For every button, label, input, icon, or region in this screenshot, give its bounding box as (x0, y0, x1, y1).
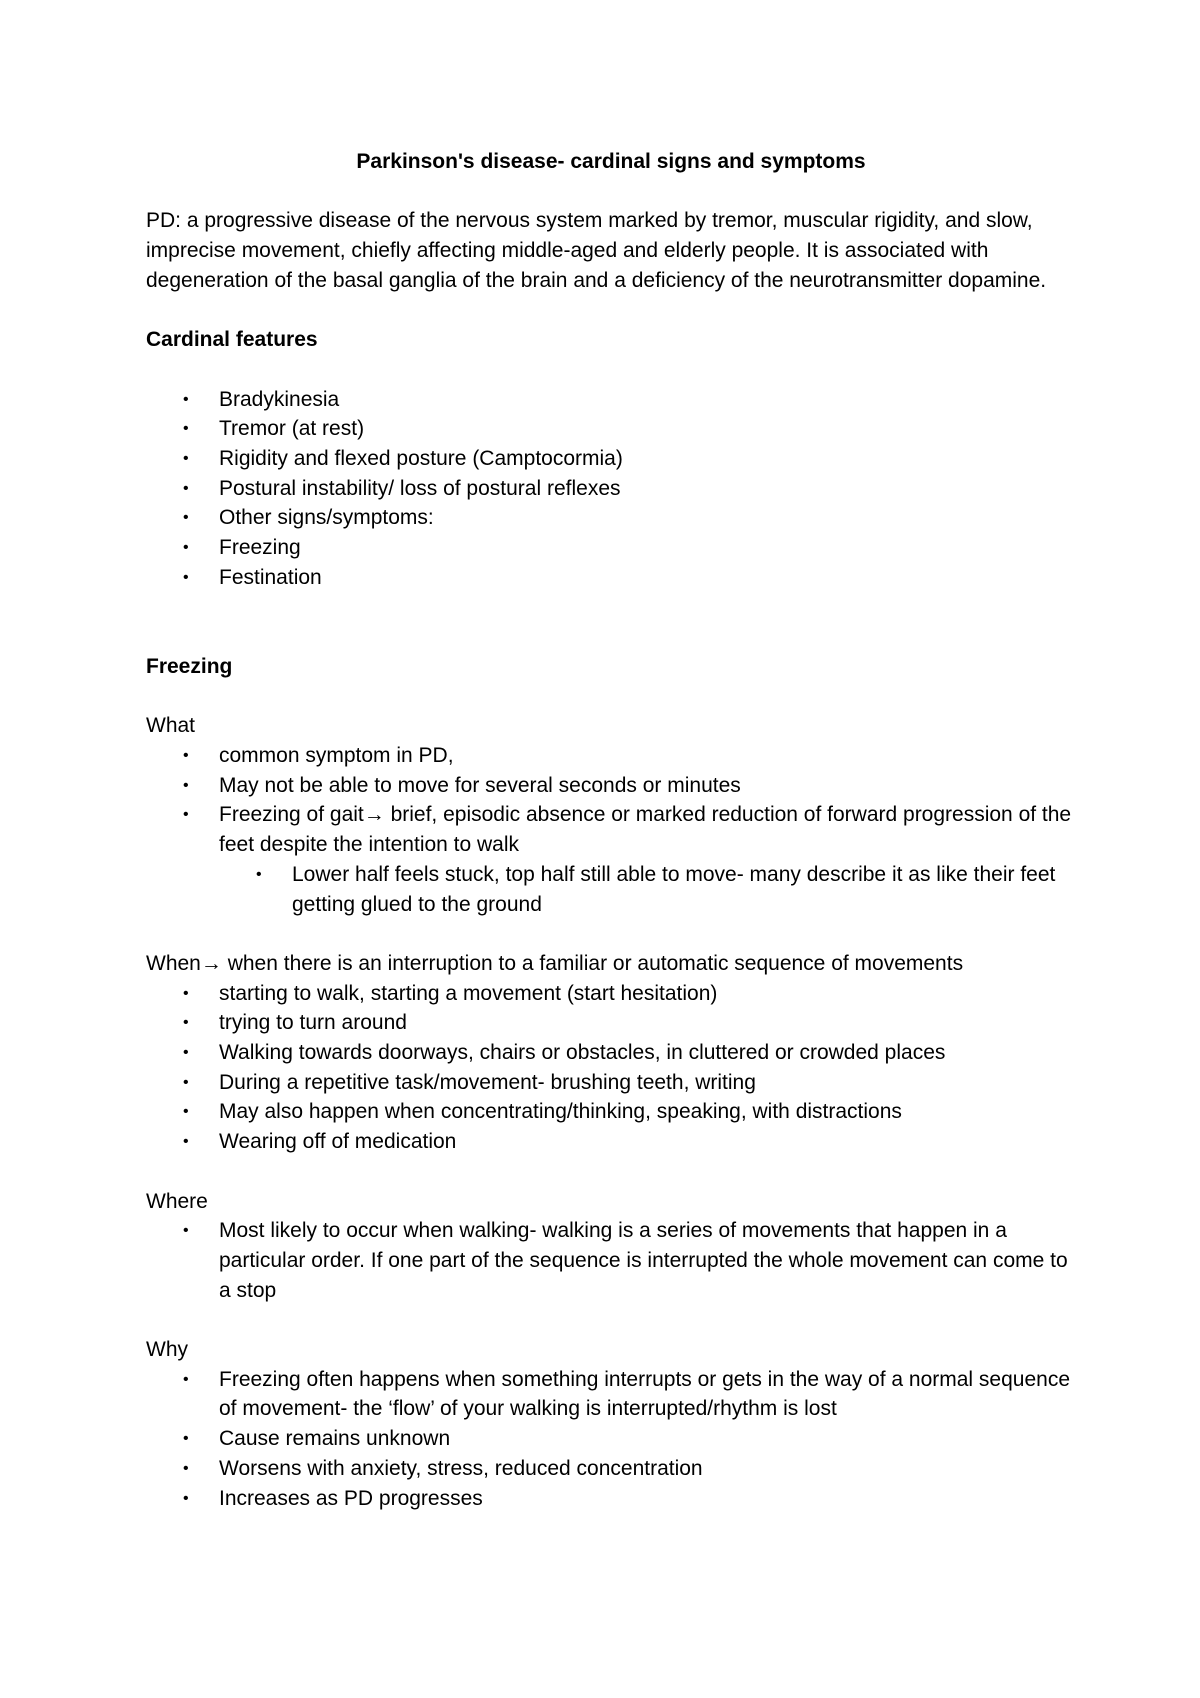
bullet-icon: • (183, 776, 189, 794)
bullet-icon: • (183, 1222, 189, 1240)
gait-prefix: Freezing of gait (219, 803, 364, 827)
bullet-icon: • (183, 1459, 189, 1477)
bullet-icon: • (183, 1014, 189, 1032)
spacer (146, 1305, 1076, 1335)
spacer (146, 593, 1076, 652)
document-page (146, 147, 1076, 1513)
list-item (146, 385, 1076, 415)
list-item (146, 1365, 1076, 1424)
list-item (146, 1068, 1076, 1098)
bullet-icon: • (183, 509, 189, 527)
cardinal-features-list (146, 385, 1076, 593)
list-item-text: Lower half feels stuck, top half still able to move- many describe it as like their feet getting glued to the ground (292, 862, 1056, 916)
list-item (146, 414, 1076, 444)
list-item (146, 503, 1076, 533)
what-sublist (146, 860, 1076, 919)
list-item (146, 860, 1076, 919)
what-label: What (146, 714, 196, 738)
cardinal-features-heading: Cardinal features (146, 328, 318, 352)
bullet-icon: • (183, 420, 189, 438)
list-item-text: Increases as PD progresses (219, 1486, 483, 1510)
list-item (146, 1216, 1076, 1305)
bullet-icon: • (256, 865, 262, 883)
list-item-text: Rigidity and flexed posture (Camptocormia) (219, 446, 623, 470)
where-list (146, 1216, 1076, 1305)
list-item-text: Walking towards doorways, chairs or obstacles, in cluttered or crowded places (219, 1041, 946, 1064)
what-list (146, 741, 1076, 860)
list-item-text: trying to turn around (219, 1011, 407, 1035)
list-item-text: May not be able to move for several seconds or minutes (219, 773, 741, 797)
why-list (146, 1365, 1076, 1514)
spacer (146, 919, 1076, 949)
list-item-text: Tremor (at rest) (219, 417, 365, 441)
bullet-icon: • (183, 806, 189, 824)
bullet-icon: • (183, 746, 189, 764)
list-item (146, 1008, 1076, 1038)
bullet-icon: • (183, 1489, 189, 1507)
list-item (146, 1424, 1076, 1454)
list-item-text: Worsens with anxiety, stress, reduced concentration (219, 1456, 703, 1480)
bullet-icon: • (183, 1133, 189, 1151)
list-item (146, 771, 1076, 801)
bullet-icon: • (183, 984, 189, 1002)
arrow-icon: → (363, 803, 385, 827)
list-item (146, 1127, 1076, 1157)
definition-paragraph: PD: a progressive disease of the nervous system marked by tremor, muscular rigidity, and slow, imprecise movement, chiefly affecting middle-aged and elderly people. It is associated with degeneration of the basal ganglia of the brain and a deficiency of the neurotransmitter dopamine. (146, 209, 1047, 292)
when-list (146, 979, 1076, 1157)
list-item (146, 741, 1076, 771)
list-item-text: starting to walk, starting a movement (start hesitation) (219, 981, 718, 1005)
list-item-text: Postural instability/ loss of postural reflexes (219, 476, 621, 500)
bullet-icon: • (183, 1073, 189, 1091)
when-label: When (146, 951, 201, 975)
list-item-text: Festination (219, 565, 322, 589)
list-item (146, 979, 1076, 1009)
list-item (146, 444, 1076, 474)
list-item-text: Freezing (219, 536, 301, 560)
when-intro: when there is an interruption to a familiar or automatic sequence of movements (221, 951, 964, 975)
document-title: Parkinson's disease- cardinal signs and symptoms (356, 150, 866, 173)
list-item-text: Freezing often happens when something interrupts or gets in the way of a normal sequence of movement- the ‘flow’ of your walking is interrupted/rhythm is lost (219, 1367, 1071, 1421)
list-item (146, 1454, 1076, 1484)
list-item (146, 1097, 1076, 1127)
bullet-icon: • (183, 1044, 189, 1061)
list-item (146, 533, 1076, 563)
where-label: Where (146, 1189, 208, 1213)
bullet-icon: • (183, 1370, 189, 1388)
list-item-text: May also happen when concentrating/thinking, speaking, with distractions (219, 1100, 902, 1124)
freezing-heading: Freezing (146, 654, 233, 678)
bullet-icon: • (183, 390, 189, 408)
bullet-icon: • (183, 1430, 189, 1448)
bullet-icon: • (183, 568, 189, 586)
list-item (146, 474, 1076, 504)
bullet-icon: • (183, 449, 189, 467)
why-label: Why (146, 1338, 188, 1361)
bullet-icon: • (183, 539, 189, 557)
gait-description: brief, episodic absence or marked reduction of forward progression of the feet despite the intention to walk (219, 803, 1072, 857)
list-item-text: Other signs/symptoms: (219, 506, 434, 530)
list-item (146, 563, 1076, 593)
list-item-text: During a repetitive task/movement- brushing teeth, writing (219, 1070, 756, 1094)
list-item-text: Wearing off of medication (219, 1130, 457, 1154)
list-item (146, 1038, 1076, 1068)
list-item-text: common symptom in PD, (219, 743, 454, 767)
bullet-icon: • (183, 479, 189, 497)
bullet-icon: • (183, 1103, 189, 1121)
when-line (146, 949, 1076, 979)
list-item (146, 1484, 1076, 1514)
list-item-text: Bradykinesia (219, 387, 340, 411)
list-item-text: Cause remains unknown (219, 1427, 451, 1451)
list-item-text: Most likely to occur when walking- walking is a series of movements that happen in a particular order. If one part of the sequence is interrupted the whole movement can come to a stop (219, 1219, 1068, 1302)
spacer (146, 1157, 1076, 1187)
list-item (146, 800, 1076, 859)
arrow-icon: → (200, 951, 222, 975)
